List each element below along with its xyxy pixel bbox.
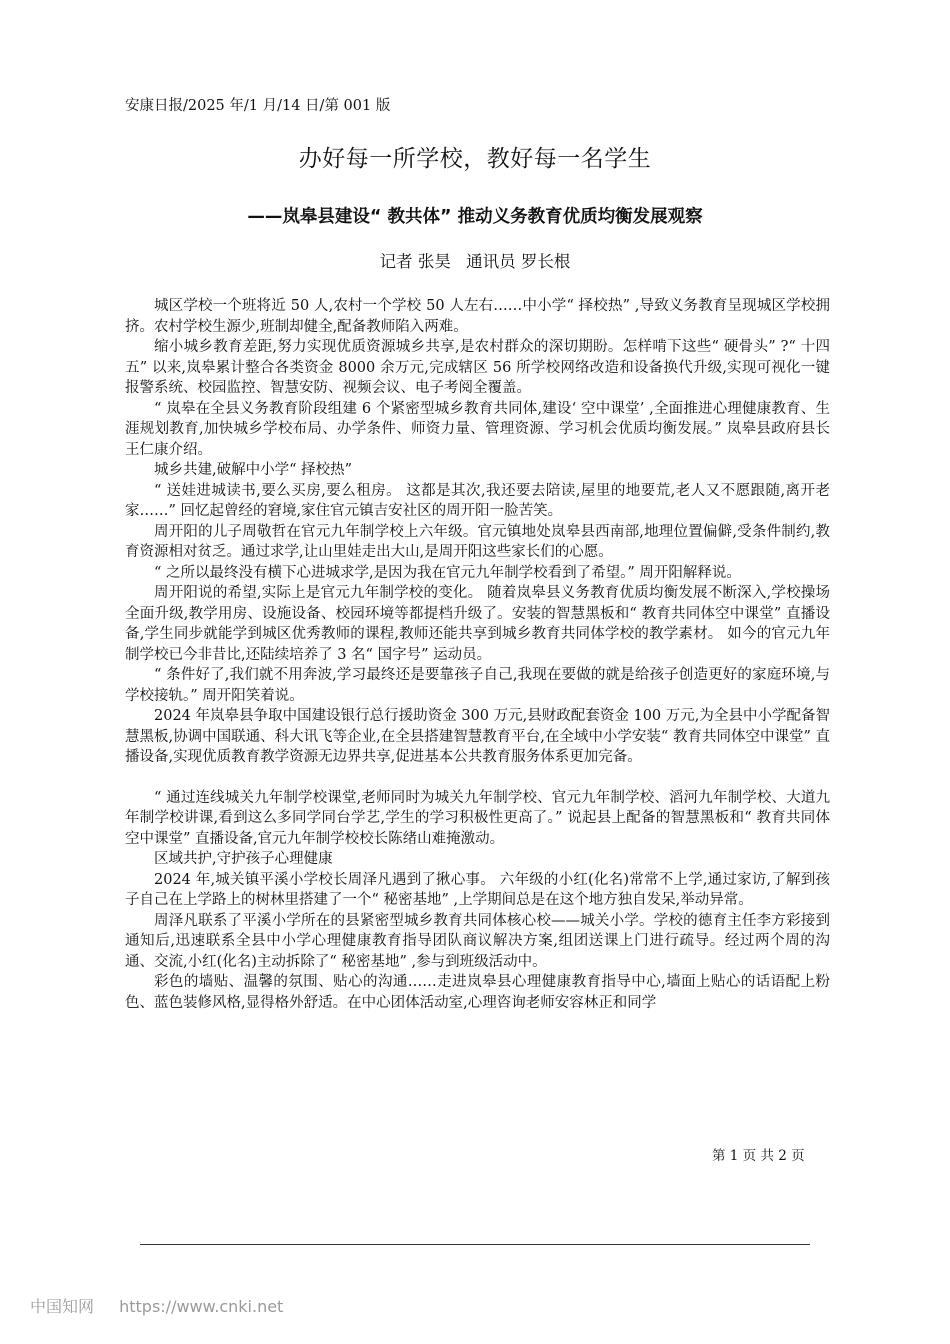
paragraph: “ 岚皋在全县义务教育阶段组建 6 个紧密型城乡教育共同体,建设‘ 空中课堂’ ,全面推进心理健康教育、生涯规划教育,加快城乡学校布局、办学条件、师资力量、管理资源、学习机会优质均衡发展。” 岚皋县政府县长王仁康介绍。 (125, 400, 830, 458)
byline-reporter: 记者 张昊 (379, 252, 451, 271)
page-number: 第 1 页 共 2 页 (712, 1148, 805, 1164)
paragraph: “ 条件好了,我们就不用奔波,学习最终还是要靠孩子自己,我现在要做的就是给孩子创造更好的家庭环境,与学校接轨。” 周开阳笑着说。 (125, 667, 830, 704)
paragraph: 周开阳说的希望,实际上是官元九年制学校的变化。 随着岚皋县义务教育优质均衡发展不断深入,学校操场全面升级,教学用房、设施设备、校园环境等都提档升级了。安装的智慧黑板和“ 教育共同体空中课堂” 直播设备,学生同步就能学到城区优秀教师的课程,教师还能共享到城乡教育共同体学校的教学素材。 如今的官元九年制学校已今非昔比,还陆续培养了 3 名“ 国字号” 运动员。 (125, 585, 830, 663)
paragraph: 彩色的墙贴、温馨的氛围、贴心的沟通……走进岚皋县心理健康教育指导中心,墙面上贴心的话语配上粉色、蓝色装修风格,显得格外舒适。在中心团体活动室,心理咨询老师安容林正和同学 (125, 974, 830, 1011)
paragraph: 2024 年,城关镇平溪小学校长周泽凡遇到了揪心事。 六年级的小红(化名)常常不上学,通过家访,了解到孩子自己在上学路上的树林里搭建了一个“ 秘密基地” ,上学期间总是在这个地方独自发呆,举动异常。 (125, 871, 830, 908)
article-title: 办好每一所学校，教好每一名学生 (298, 146, 652, 172)
paragraph: 周泽凡联系了平溪小学所在的县紧密型城乡教育共同体核心校——城关小学。学校的德育主任李方彩接到通知后,迅速联系全县中小学心理健康教育指导团队商议解决方案,组团送课上门进行疏导。经过两个周的沟通、交流,小红(化名)主动拆除了“ 秘密基地” ,参与到班级活动中。 (125, 912, 830, 970)
paragraph: “ 通过连线城关九年制学校课堂,老师同时为城关九年制学校、官元九年制学校、滔河九年制学校、大道九年制学校讲课,看到这么多同学同台学艺,学生的学习积极性更高了。” 说起县上配备的智慧黑板和“ 教育共同体空中课堂” 直播设备,官元九年制学校校长陈绪山难掩激动。 (125, 789, 830, 847)
watermark-url: https://www.cnki.net (119, 1297, 284, 1316)
footer-divider (140, 1244, 810, 1245)
article-body (125, 296, 830, 1013)
paragraph: “ 送娃进城读书,要么买房,要么租房。 这都是其次,我还要去陪读,屋里的地要荒,老人又不愿跟随,离开老家……” 回忆起曾经的窘境,家住官元镇吉安社区的周开阳一脸苦笑。 (125, 482, 830, 519)
watermark-brand: 中国知网 (30, 1297, 95, 1316)
byline-correspondent: 通讯员 罗长根 (466, 252, 571, 271)
source-line: 安康日报/2025 年/1 月/14 日/第 001 版 (125, 98, 391, 114)
cnki-watermark (30, 1294, 303, 1317)
paragraph: 缩小城乡教育差距,努力实现优质资源城乡共享,是农村群众的深切期盼。怎样啃下这些“ 硬骨头” ?“ 十四五” 以来,岚皋累计整合各类资金 8000 余万元,完成辖区 56 所学校网络改造和设备换代升级,实现可视化一键报警系统、校园监控、智慧安防、视频会议、电子考阅全覆盖。 (125, 339, 830, 396)
section-heading: 城乡共建,破解中小学“ 择校热” (154, 462, 353, 478)
paragraph: 城区学校一个班将近 50 人,农村一个学校 50 人左右……中小学“ 择校热” ,导致义务教育呈现城区学校拥挤。农村学校生源少,班制却健全,配备教师陷入两难。 (125, 298, 830, 335)
paragraph: 2024 年岚皋县争取中国建设银行总行援助资金 300 万元,县财政配套资金 100 万元,为全县中小学配备智慧黑板,协调中国联通、科大讯飞等企业,在全县搭建智慧教育平台,在全域中小学安装“ 教育共同体空中课堂” 直播设备,实现优质教育教学资源无边界共享,促进基本公共教育服务体系更加完备。 (125, 708, 830, 765)
section-heading: 区域共护,守护孩子心理健康 (154, 851, 333, 867)
paragraph: 周开阳的儿子周敬哲在官元九年制学校上六年级。官元镇地处岚皋县西南部,地理位置偏僻,受条件制约,教育资源相对贫乏。通过求学,让山里娃走出大山,是周开阳这些家长们的心愿。 (125, 523, 830, 560)
paragraph: “ 之所以最终没有横下心进城求学,是因为我在官元九年制学校看到了希望。” 周开阳解释说。 (154, 564, 741, 581)
byline (0, 248, 950, 272)
article-subtitle: ——岚皋县建设“ 教共体” 推动义务教育优质均衡发展观察 (247, 207, 703, 227)
